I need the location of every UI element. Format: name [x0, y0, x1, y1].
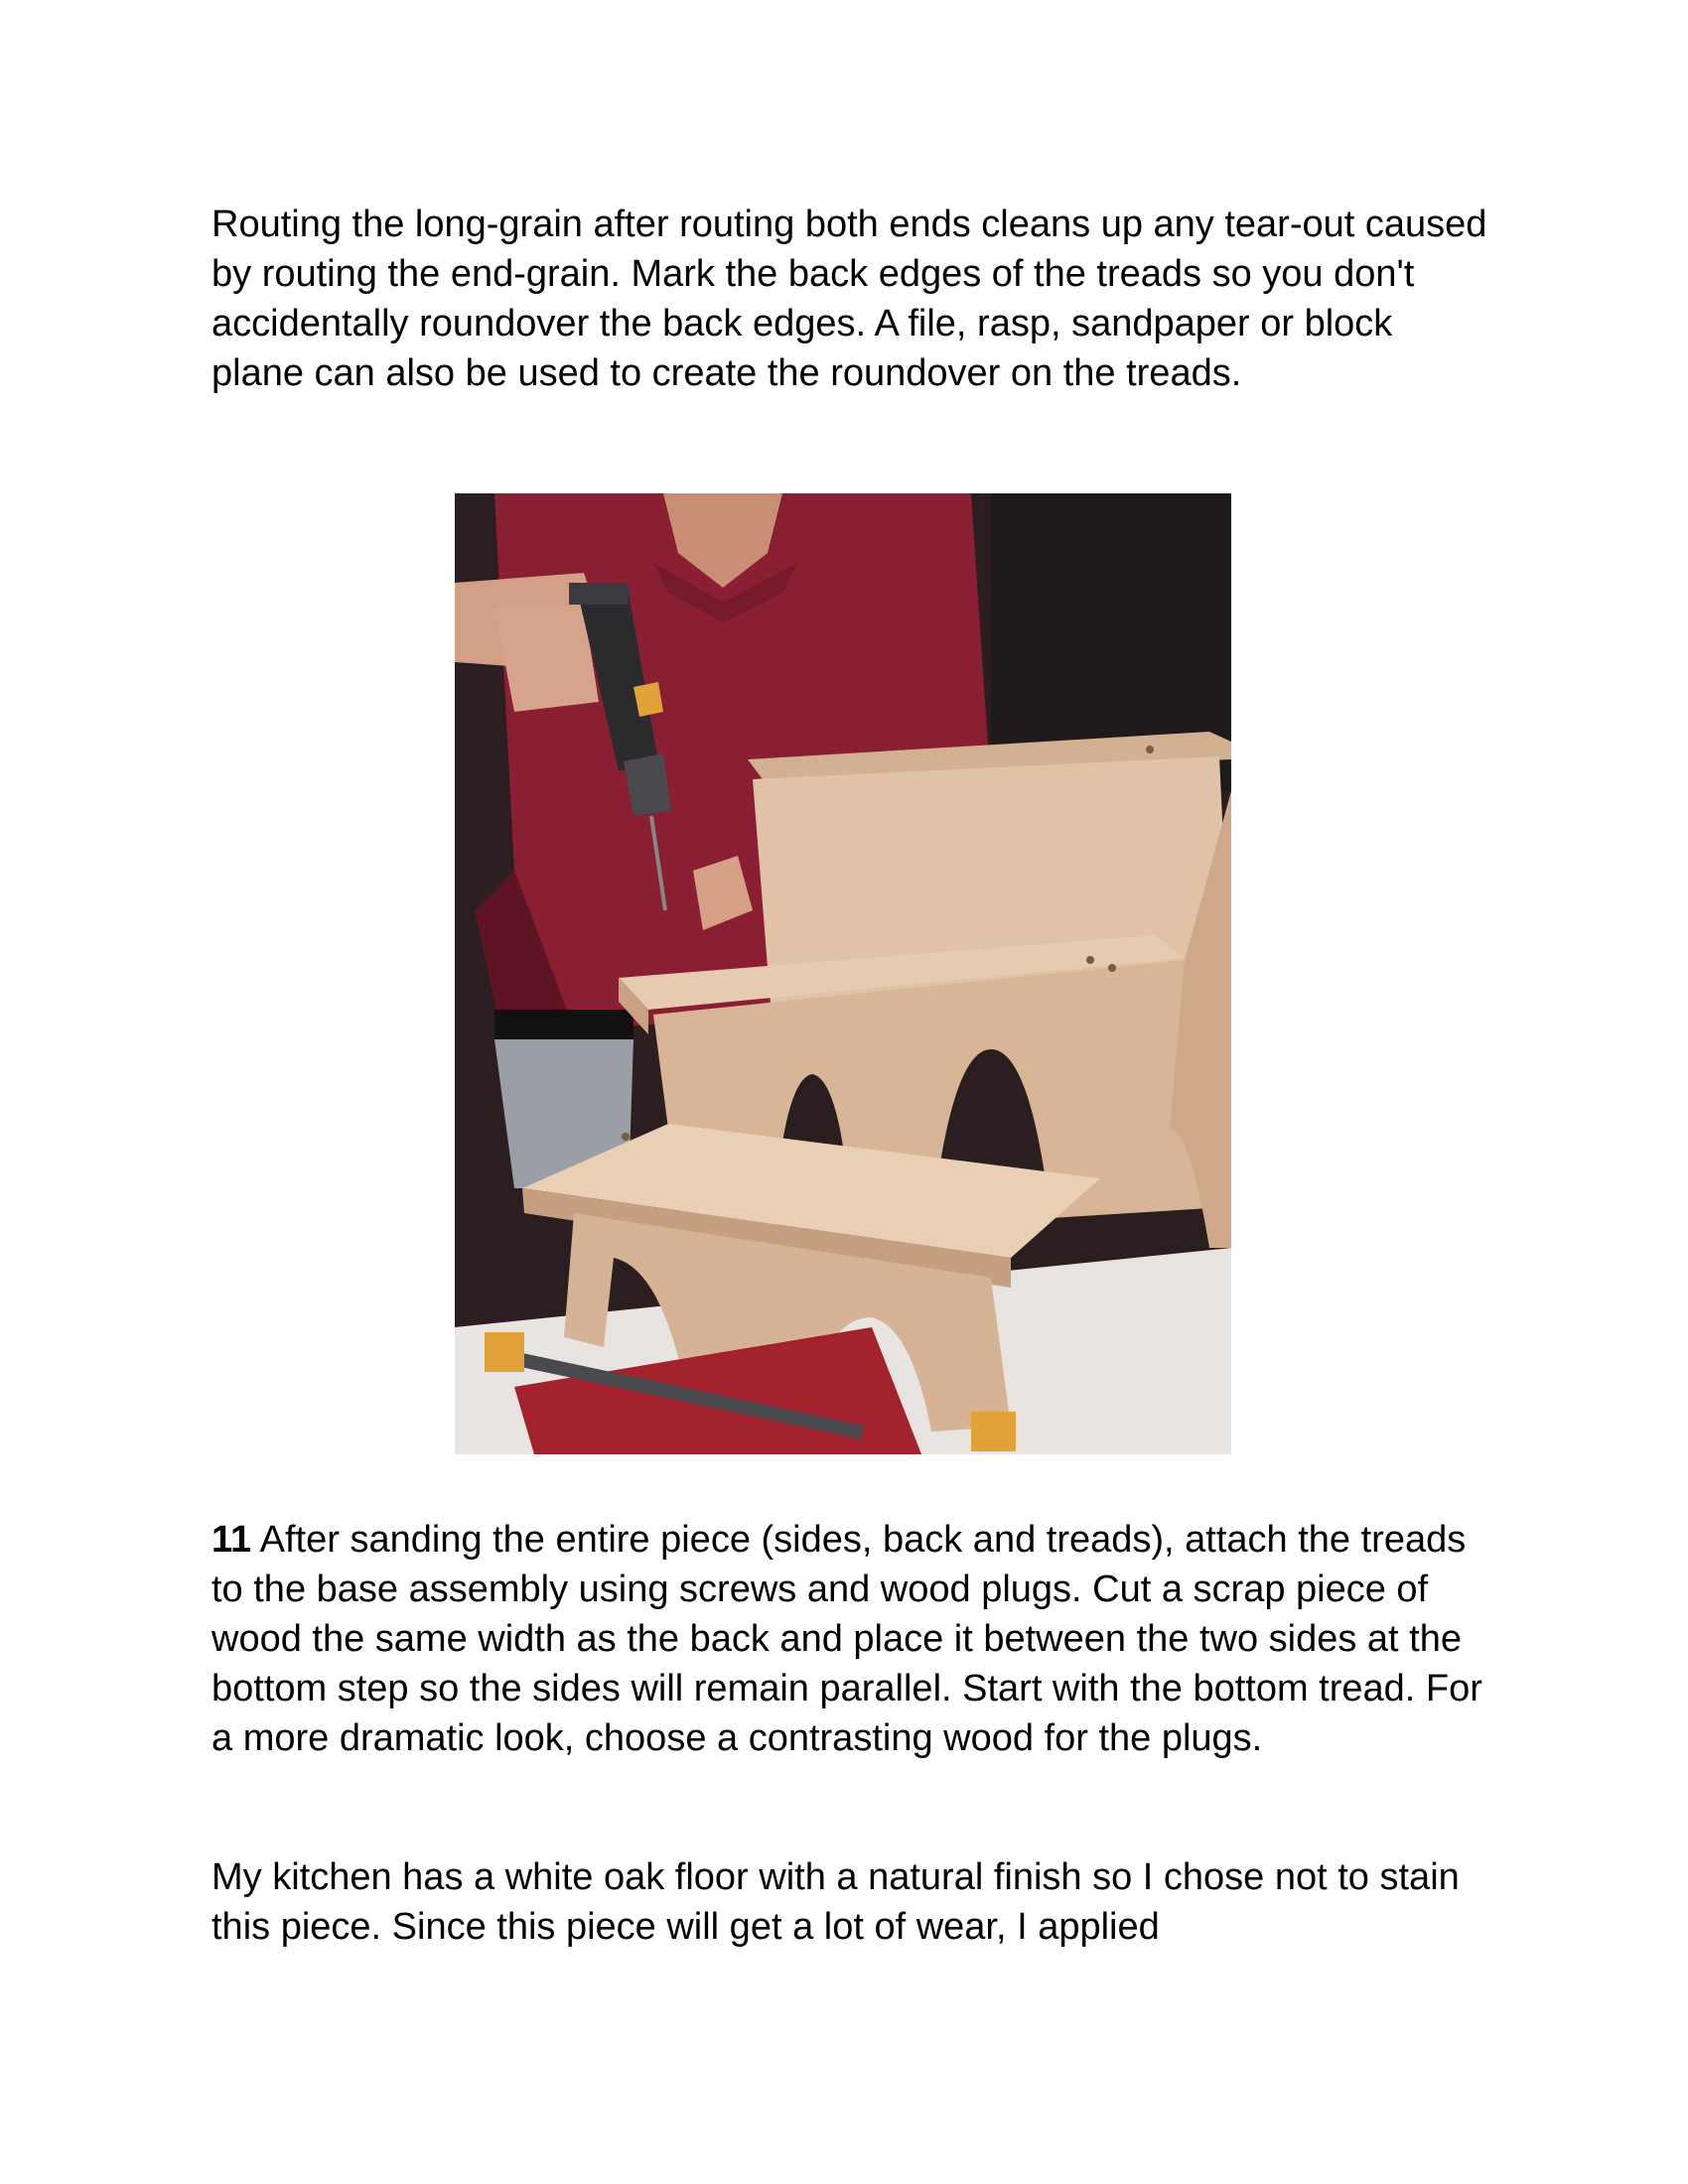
screw-plug: [1086, 956, 1094, 964]
person-belt: [494, 1010, 633, 1039]
finish-paragraph: My kitchen has a white oak floor with a natural finish so I chose not to stain this piece. Since this piece will get a lot of wear, I applied: [211, 1856, 1460, 1948]
step-stool-assembly-photo: [455, 493, 1231, 1454]
photo-illustration: [455, 493, 1231, 1454]
screw-plug: [1146, 746, 1154, 753]
screw-plug: [1108, 964, 1116, 972]
screw-plug: [622, 1133, 630, 1141]
clamp-head-left: [485, 1332, 524, 1372]
step-11-text: After sanding the entire piece (sides, back and treads), attach the treads to the base assembly using screws and wood plugs. Cut a scrap piece of wood the same width as the back and place it between the two sides at the bottom step so the sides will remain parallel. Start with the bottom tread. For a more dramatic look, choose a contrasting wood for the plugs.: [211, 1519, 1482, 1759]
step-number: 11: [211, 1519, 252, 1561]
step-11-paragraph: [211, 1515, 1492, 1763]
clamp-head-right: [971, 1412, 1016, 1451]
drill-battery: [569, 583, 629, 605]
intro-paragraph: Routing the long-grain after routing both ends cleans up any tear-out caused by routing the end-grain. Mark the back edges of the treads so you don't accidentally roundover the back edges. A file, rasp, sandpaper or block plane can also be used to create the roundover on the treads.: [211, 204, 1487, 394]
